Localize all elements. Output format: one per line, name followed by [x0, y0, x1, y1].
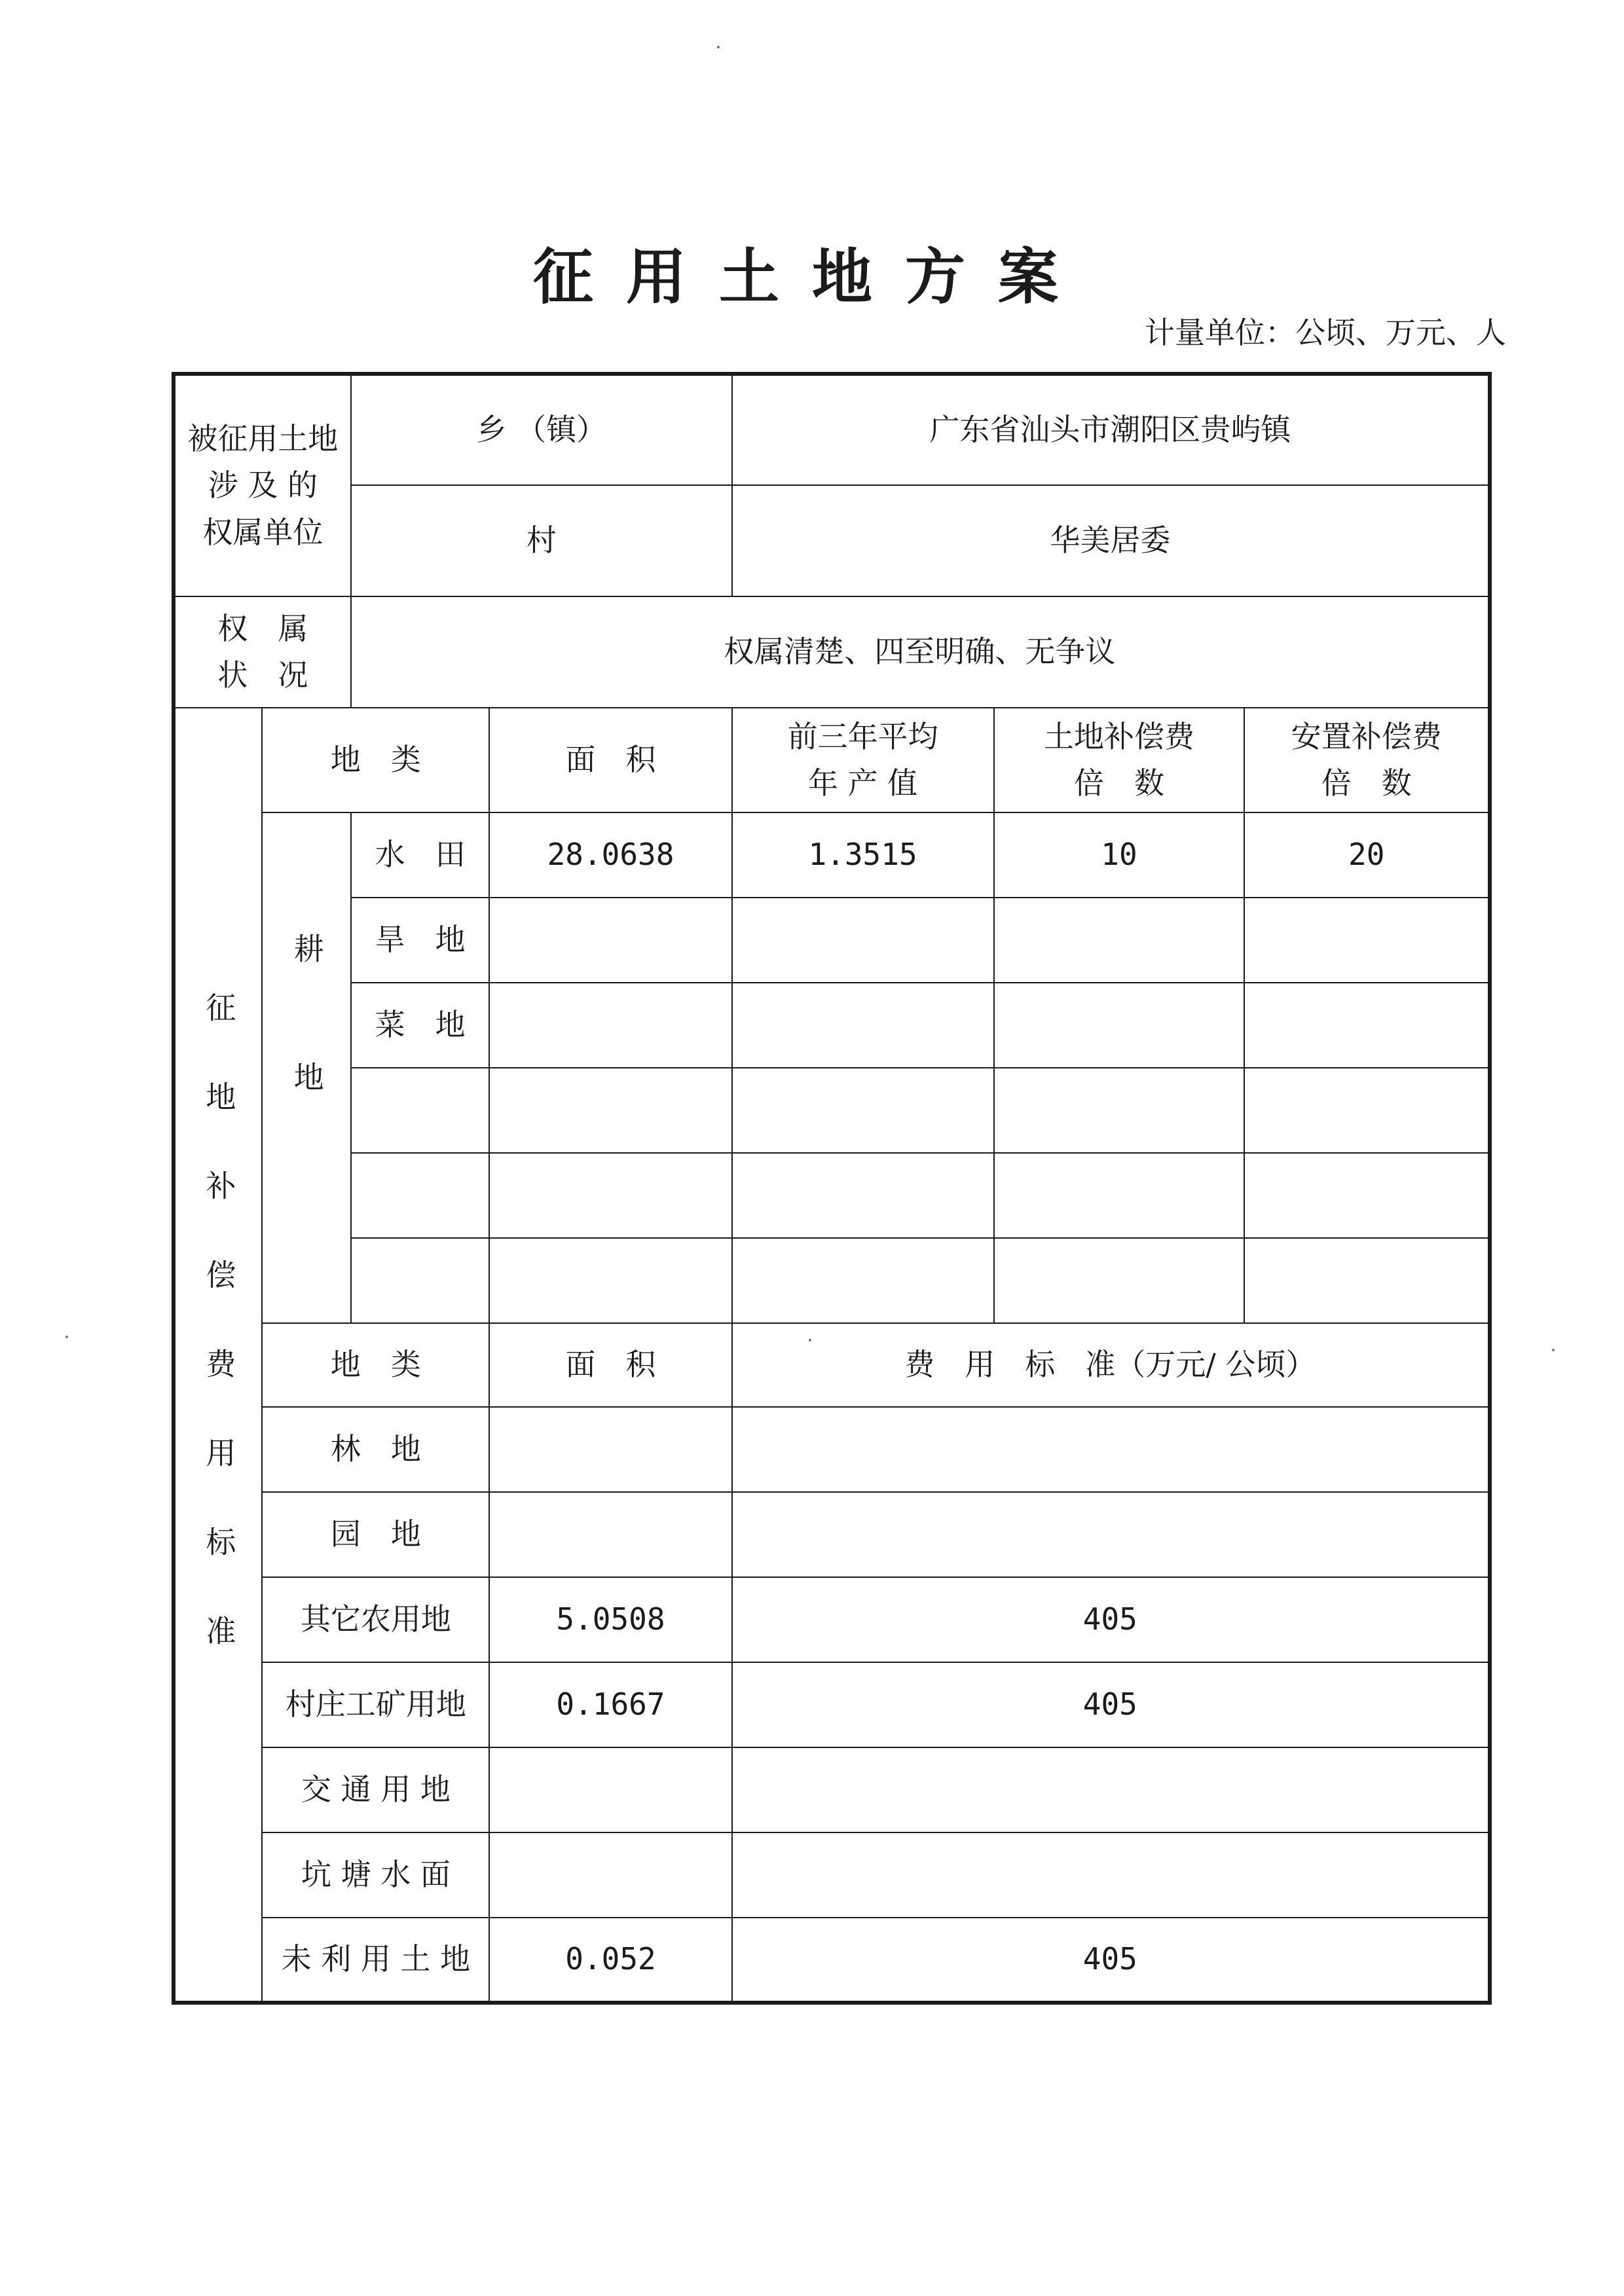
header-land-multiplier: 土地补偿费 倍 数 [994, 708, 1245, 812]
land-multiplier-cell [994, 1153, 1245, 1238]
cultivated-label: 耕地 [262, 812, 350, 1323]
unit-line: 计量单位：公顷、万元、人 [1145, 315, 1506, 350]
land-type-cell [351, 1153, 490, 1238]
village-label: 村 [351, 485, 732, 596]
land-multiplier-cell: 10 [994, 812, 1245, 898]
table-row [174, 812, 1490, 898]
area-cell [489, 1153, 731, 1238]
table-row [174, 898, 1490, 983]
ownership-unit-label: 被征用土地 涉 及 的 权属单位 [174, 374, 351, 596]
area-cell: 0.1667 [489, 1662, 731, 1747]
resettle-multiplier-cell [1244, 1238, 1490, 1323]
other-header-fee-standard: 费 用 标 准（万元/ 公顷） [732, 1323, 1490, 1407]
resettle-multiplier-cell: 20 [1244, 812, 1490, 898]
area-cell [489, 1492, 731, 1577]
table-row [174, 1662, 1490, 1747]
table-row [174, 1577, 1490, 1662]
area-cell [489, 1747, 731, 1832]
area-cell [489, 1832, 731, 1918]
land-requisition-table [172, 372, 1492, 2005]
area-cell: 5.0508 [489, 1577, 731, 1662]
header-avg-output: 前三年平均 年 产 值 [732, 708, 994, 812]
land-multiplier-cell [994, 1238, 1245, 1323]
resettle-multiplier-cell [1244, 983, 1490, 1068]
land-type-cell [351, 1238, 490, 1323]
other-header-area: 面 积 [489, 1323, 731, 1407]
land-type-cell: 其它农用地 [262, 1577, 489, 1662]
header-land-type: 地 类 [262, 708, 489, 812]
fee-cell: 405 [732, 1577, 1490, 1662]
table-row [174, 983, 1490, 1068]
avg-output-cell [732, 983, 994, 1068]
land-multiplier-cell [994, 898, 1245, 983]
resettle-multiplier-cell [1244, 1068, 1490, 1153]
fee-cell [732, 1832, 1490, 1918]
land-type-cell [351, 1068, 490, 1153]
other-header-land-type: 地 类 [262, 1323, 489, 1407]
resettle-multiplier-cell [1244, 1153, 1490, 1238]
avg-output-cell [732, 1068, 994, 1153]
area-cell [489, 983, 731, 1068]
table-row [174, 1153, 1490, 1238]
fee-cell [732, 1747, 1490, 1832]
header-area: 面 积 [489, 708, 731, 812]
scan-speck [809, 1339, 811, 1341]
table-row [174, 1407, 1490, 1492]
land-multiplier-cell [994, 1068, 1245, 1153]
land-type-cell: 未 利 用 土 地 [262, 1918, 489, 2003]
township-value: 广东省汕头市潮阳区贵屿镇 [732, 374, 1490, 485]
table-row [174, 1918, 1490, 2003]
compensation-side-label: 征地补偿费用标准 [174, 708, 262, 2003]
land-type-cell: 林 地 [262, 1407, 489, 1492]
table-row [174, 1068, 1490, 1153]
table-row [174, 1238, 1490, 1323]
avg-output-cell: 1.3515 [732, 812, 994, 898]
ownership-status-label: 权 属 状 况 [174, 596, 351, 708]
land-type-cell: 坑 塘 水 面 [262, 1832, 489, 1918]
land-type-cell: 菜 地 [351, 983, 490, 1068]
avg-output-cell [732, 898, 994, 983]
land-type-cell: 园 地 [262, 1492, 489, 1577]
ownership-status-value: 权属清楚、四至明确、无争议 [351, 596, 1490, 708]
page-title: 征用土地方案 [532, 242, 1091, 312]
village-value: 华美居委 [732, 485, 1490, 596]
land-multiplier-cell [994, 983, 1245, 1068]
scan-speck [717, 46, 720, 48]
land-type-cell: 村庄工矿用地 [262, 1662, 489, 1747]
area-cell [489, 1068, 731, 1153]
land-type-cell: 交 通 用 地 [262, 1747, 489, 1832]
area-cell: 0.052 [489, 1918, 731, 2003]
fee-cell [732, 1492, 1490, 1577]
fee-cell: 405 [732, 1918, 1490, 2003]
land-type-cell: 水 田 [351, 812, 490, 898]
avg-output-cell [732, 1238, 994, 1323]
fee-cell: 405 [732, 1662, 1490, 1747]
resettle-multiplier-cell [1244, 898, 1490, 983]
land-type-cell: 旱 地 [351, 898, 490, 983]
table-row [174, 1832, 1490, 1918]
table-row [174, 1492, 1490, 1577]
avg-output-cell [732, 1153, 994, 1238]
table-row [174, 1747, 1490, 1832]
scan-speck [65, 1336, 68, 1338]
area-cell [489, 1407, 731, 1492]
township-label: 乡 （镇） [351, 374, 732, 485]
scan-speck [1552, 1349, 1555, 1351]
area-cell: 28.0638 [489, 812, 731, 898]
area-cell [489, 1238, 731, 1323]
area-cell [489, 898, 731, 983]
header-resettle-multiplier: 安置补偿费 倍 数 [1244, 708, 1490, 812]
fee-cell [732, 1407, 1490, 1492]
